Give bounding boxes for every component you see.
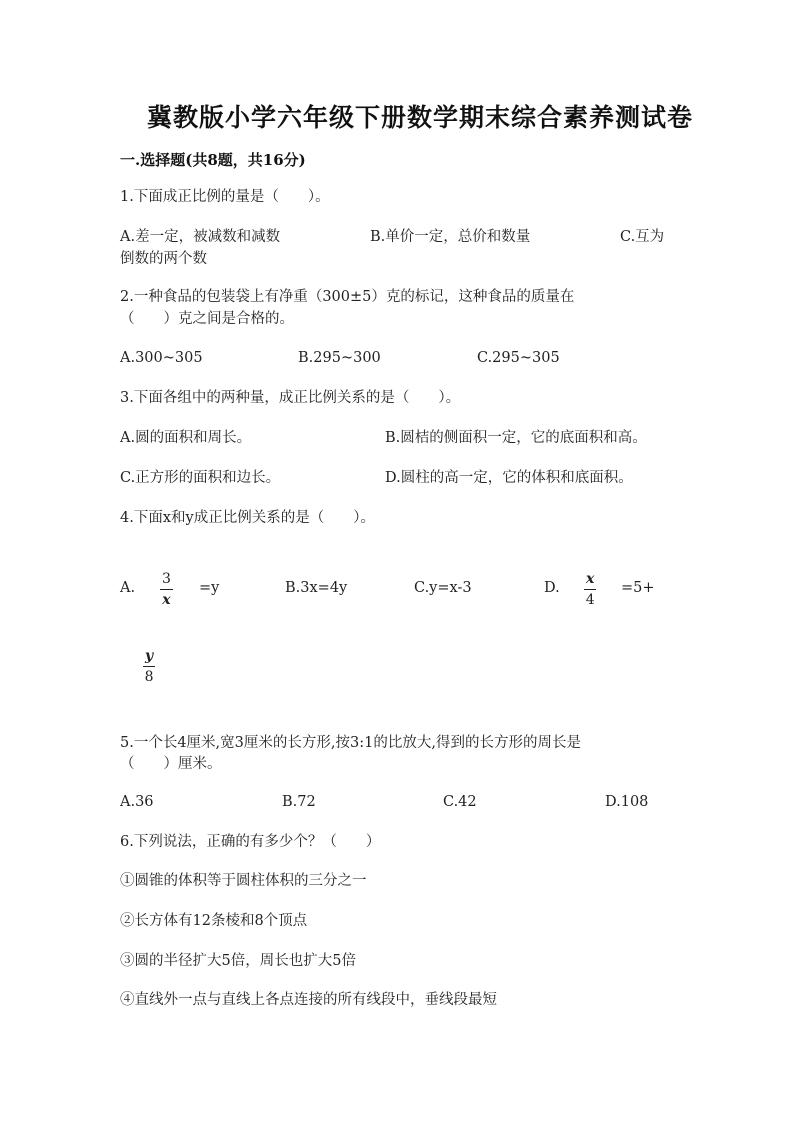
option-a-rest: =y	[199, 580, 220, 596]
option-d-label: D.	[544, 580, 560, 596]
option-a: A.300~305	[120, 350, 203, 366]
fraction-numerator: x	[586, 571, 595, 587]
statement-2: ②长方体有12条棱和8个顶点	[120, 913, 308, 929]
option-d-rest: =5+	[621, 580, 655, 596]
section-heading: 一.选择题(共8题，共16分)	[120, 151, 306, 169]
fraction-denominator: 8	[144, 669, 154, 685]
option-c: C.正方形的面积和边长。	[120, 470, 281, 486]
option-b: B.圆桔的侧面积一定，它的底面积和高。	[385, 430, 647, 446]
option-b: B.295~300	[298, 350, 381, 366]
option-d: D.圆柱的高一定，它的体积和底面积。	[385, 470, 633, 486]
option-c: C.42	[443, 794, 477, 810]
statement-3: ③圆的半径扩大5倍，周长也扩大5倍	[120, 953, 356, 969]
option-d-fraction	[584, 572, 596, 608]
option-a: A.差一定，被减数和减数	[120, 229, 281, 245]
option-d: D.108	[605, 794, 649, 810]
question-stem: 5.一个长4厘米,宽3厘米的长方形,按3:1的比放大,得到的长方形的周长是	[120, 735, 581, 751]
fraction-numerator: 3	[160, 572, 173, 590]
option-c: C.互为	[620, 229, 665, 245]
question-stem: 1.下面成正比例的量是（ ）。	[120, 189, 330, 205]
option-c: C.295~305	[477, 350, 560, 366]
question-stem-line2: （ ）厘米。	[120, 756, 222, 772]
option-b: B.72	[282, 794, 316, 810]
fraction-denominator: 4	[585, 592, 595, 608]
question-stem: 2.一种食品的包装袋上有净重（300±5）克的标记，这种食品的质量在	[120, 289, 575, 305]
option-b: B.单价一定，总价和数量	[370, 229, 531, 245]
statement-1: ①圆锥的体积等于圆柱体积的三分之一	[120, 873, 367, 889]
option-a-label: A.	[120, 580, 136, 596]
fraction-denominator: x	[162, 592, 171, 608]
option-d-fraction-2	[143, 649, 155, 685]
option-a: A.36	[120, 794, 154, 810]
statement-4: ④直线外一点与直线上各点连接的所有线段中，垂线段最短	[120, 992, 497, 1008]
option-c: C.y=x-3	[414, 580, 472, 596]
question-stem: 3.下面各组中的两种量，成正比例关系的是（ ）。	[120, 390, 461, 406]
option-a-fraction	[160, 572, 173, 608]
question-stem: 4.下面x和y成正比例关系的是（ ）。	[120, 510, 375, 526]
question-stem: 6.下列说法，正确的有多少个？（ ）	[120, 834, 381, 850]
page-title: 冀教版小学六年级下册数学期末综合素养测试卷	[147, 103, 694, 132]
option-a: A.圆的面积和周长。	[120, 430, 252, 446]
option-c-continued: 倒数的两个数	[120, 251, 207, 267]
fraction-numerator: y	[145, 648, 154, 664]
question-stem-line2: （ ）克之间是合格的。	[120, 311, 294, 327]
option-b: B.3x=4y	[285, 580, 348, 596]
